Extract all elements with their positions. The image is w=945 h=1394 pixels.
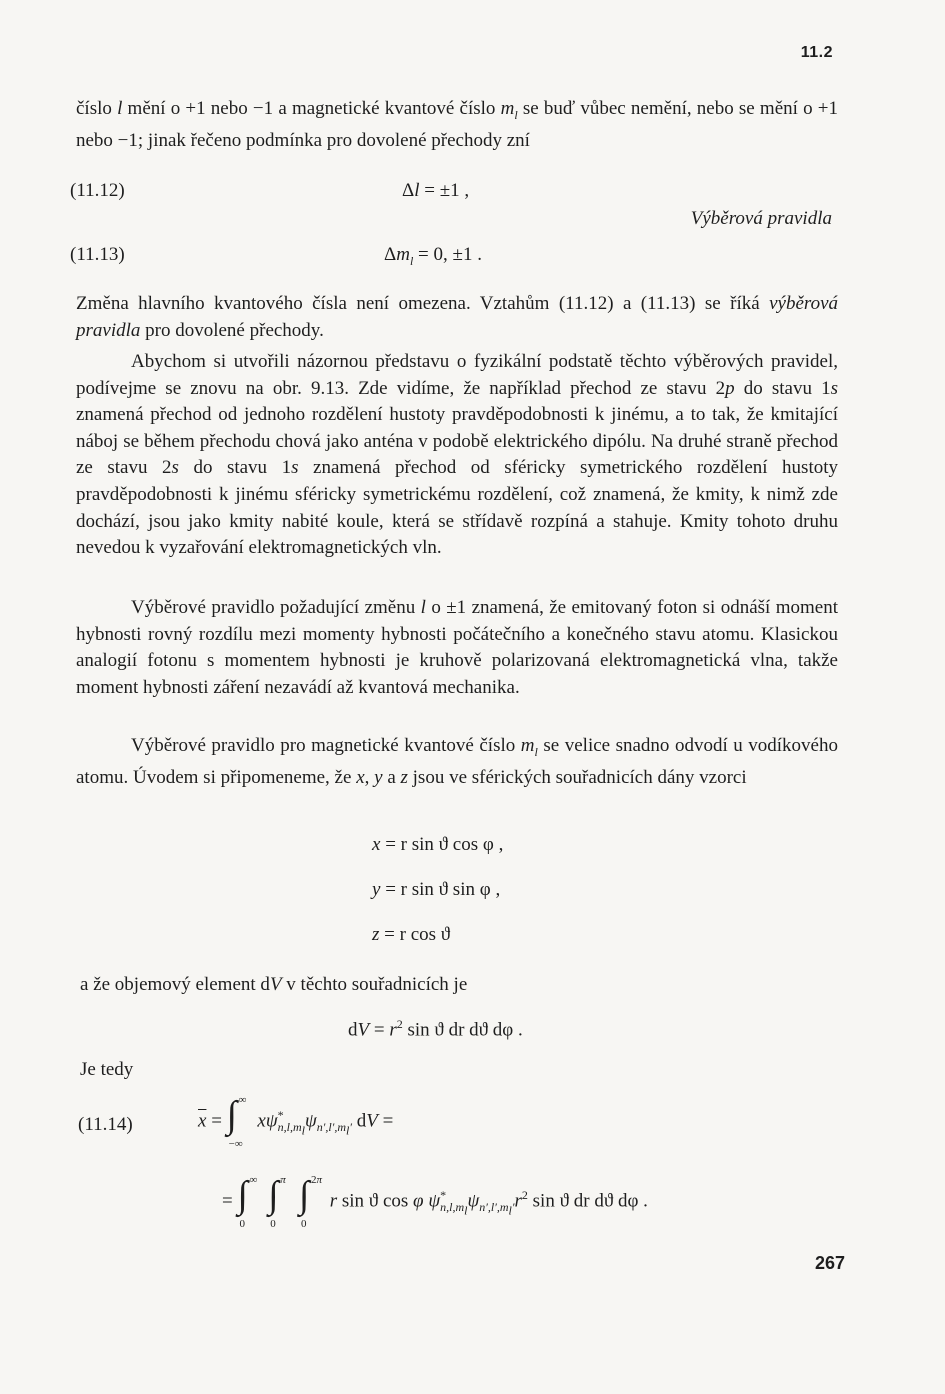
equation-dv: dV = $r^2$ sin ϑ dr dϑ dφ . bbox=[348, 1017, 523, 1041]
page-number: 267 bbox=[814, 1253, 845, 1273]
equation-11-12: Δl = ±1 , bbox=[402, 180, 470, 201]
equation-z: z = r cos ϑ bbox=[372, 924, 451, 945]
equation-number-11-14: (11.14) bbox=[78, 1114, 133, 1135]
integral-sign: ∫ ∞ −∞ bbox=[226, 1094, 247, 1150]
paragraph-1: číslo l mění o +1 nebo −1 a magnetické kvantové číslo $m_l$ se buď vůbec nemění, nebo se mění o +1 nebo −1; jinak řečeno podmínka pro dovolené přechody zní bbox=[76, 98, 839, 152]
margin-note: Výběrová pravidla bbox=[690, 208, 832, 229]
paragraph-7: Je tedy bbox=[80, 1059, 134, 1080]
section-number: 11.2 bbox=[800, 44, 833, 61]
integral-sign-theta: ∫ π 0 bbox=[268, 1174, 286, 1230]
equation-11-14-line-1: $\overline{x}$ = ∫ ∞ −∞ $x\psi^*_{n,l,m_l}\psi_{n',l',m_l'}$ dV = bbox=[198, 1094, 394, 1150]
paragraph-5: Výběrové pravidlo pro magnetické kvantové číslo $m_l$ se velice snadno odvodí u vodíkového atomu. Úvodem si připomeneme, že x, y a z jsou ve sférických souřadnicích dány vzorci bbox=[76, 735, 838, 789]
paragraph-6: a že objemový element dV v těchto souřadnicích je bbox=[80, 974, 468, 995]
equation-11-13: $\Delta m_l = 0$, ±1 . bbox=[384, 244, 482, 268]
equation-x: x = r sin ϑ cos φ , bbox=[372, 834, 504, 855]
paragraph-2: Změna hlavního kvantového čísla není omezena. Vztahům (11.12) a (11.13) se říká výběrová pravidla pro dovolené přechody. bbox=[76, 293, 838, 341]
integral-sign-r: ∫ ∞ 0 bbox=[237, 1174, 258, 1230]
paragraph-4: Výběrové pravidlo požadující změnu l o ±1 znamená, že emitovaný foton si odnáší moment hybnosti rovný rozdílu mezi momenty hybnosti počátečního a konečného stavu atomu. Klasickou analogií fotonu s momentem hybnosti je kruhově polarizovaná elektromagnetická vlna, takže moment hybnosti záření nezavádí až kvantová mechanika. bbox=[76, 597, 838, 698]
equation-number-11-12: (11.12) bbox=[70, 180, 125, 201]
integral-sign-phi: ∫ 2π 0 bbox=[298, 1174, 322, 1230]
paragraph-3: Abychom si utvořili názornou představu o fyzikální podstatě těchto výběrových pravidel, podívejme se znovu na obr. 9.13. Zde vidíme, že například přechod ze stavu 2p do stavu 1s znamená přechod od jednoho rozdělení hustoty pravděpodobnosti k jinému, a to tak, že kmitající náboj se během přechodu chová jako anténa v podobě elektrického dipólu. Na druhé straně přechod ze stavu 2s do stavu 1s znamená přechod od sféricky symetrického rozdělení hustoty pravděpodobnosti k jinému sféricky symetrickému rozdělení, což znamená, že kmity, k nimž zde dochází, jsou jako kmity nabité koule, která se střídavě rozpíná a stahuje. Kmity tohoto druhu nevedou k vyzařování elektromagnetických vln. bbox=[76, 351, 839, 559]
equation-11-14-line-2: = ∫ ∞ 0 ∫ π 0 ∫ 2π 0 r sin ϑ cos φ $\psi^*_{n,l,m_l}\psi_{n',l',m_l'}r^2$ sin ϑ dr dϑ dφ . bbox=[222, 1174, 648, 1230]
equation-number-11-13: (11.13) bbox=[70, 244, 125, 265]
equation-y: y = r sin ϑ sin φ , bbox=[372, 879, 501, 900]
